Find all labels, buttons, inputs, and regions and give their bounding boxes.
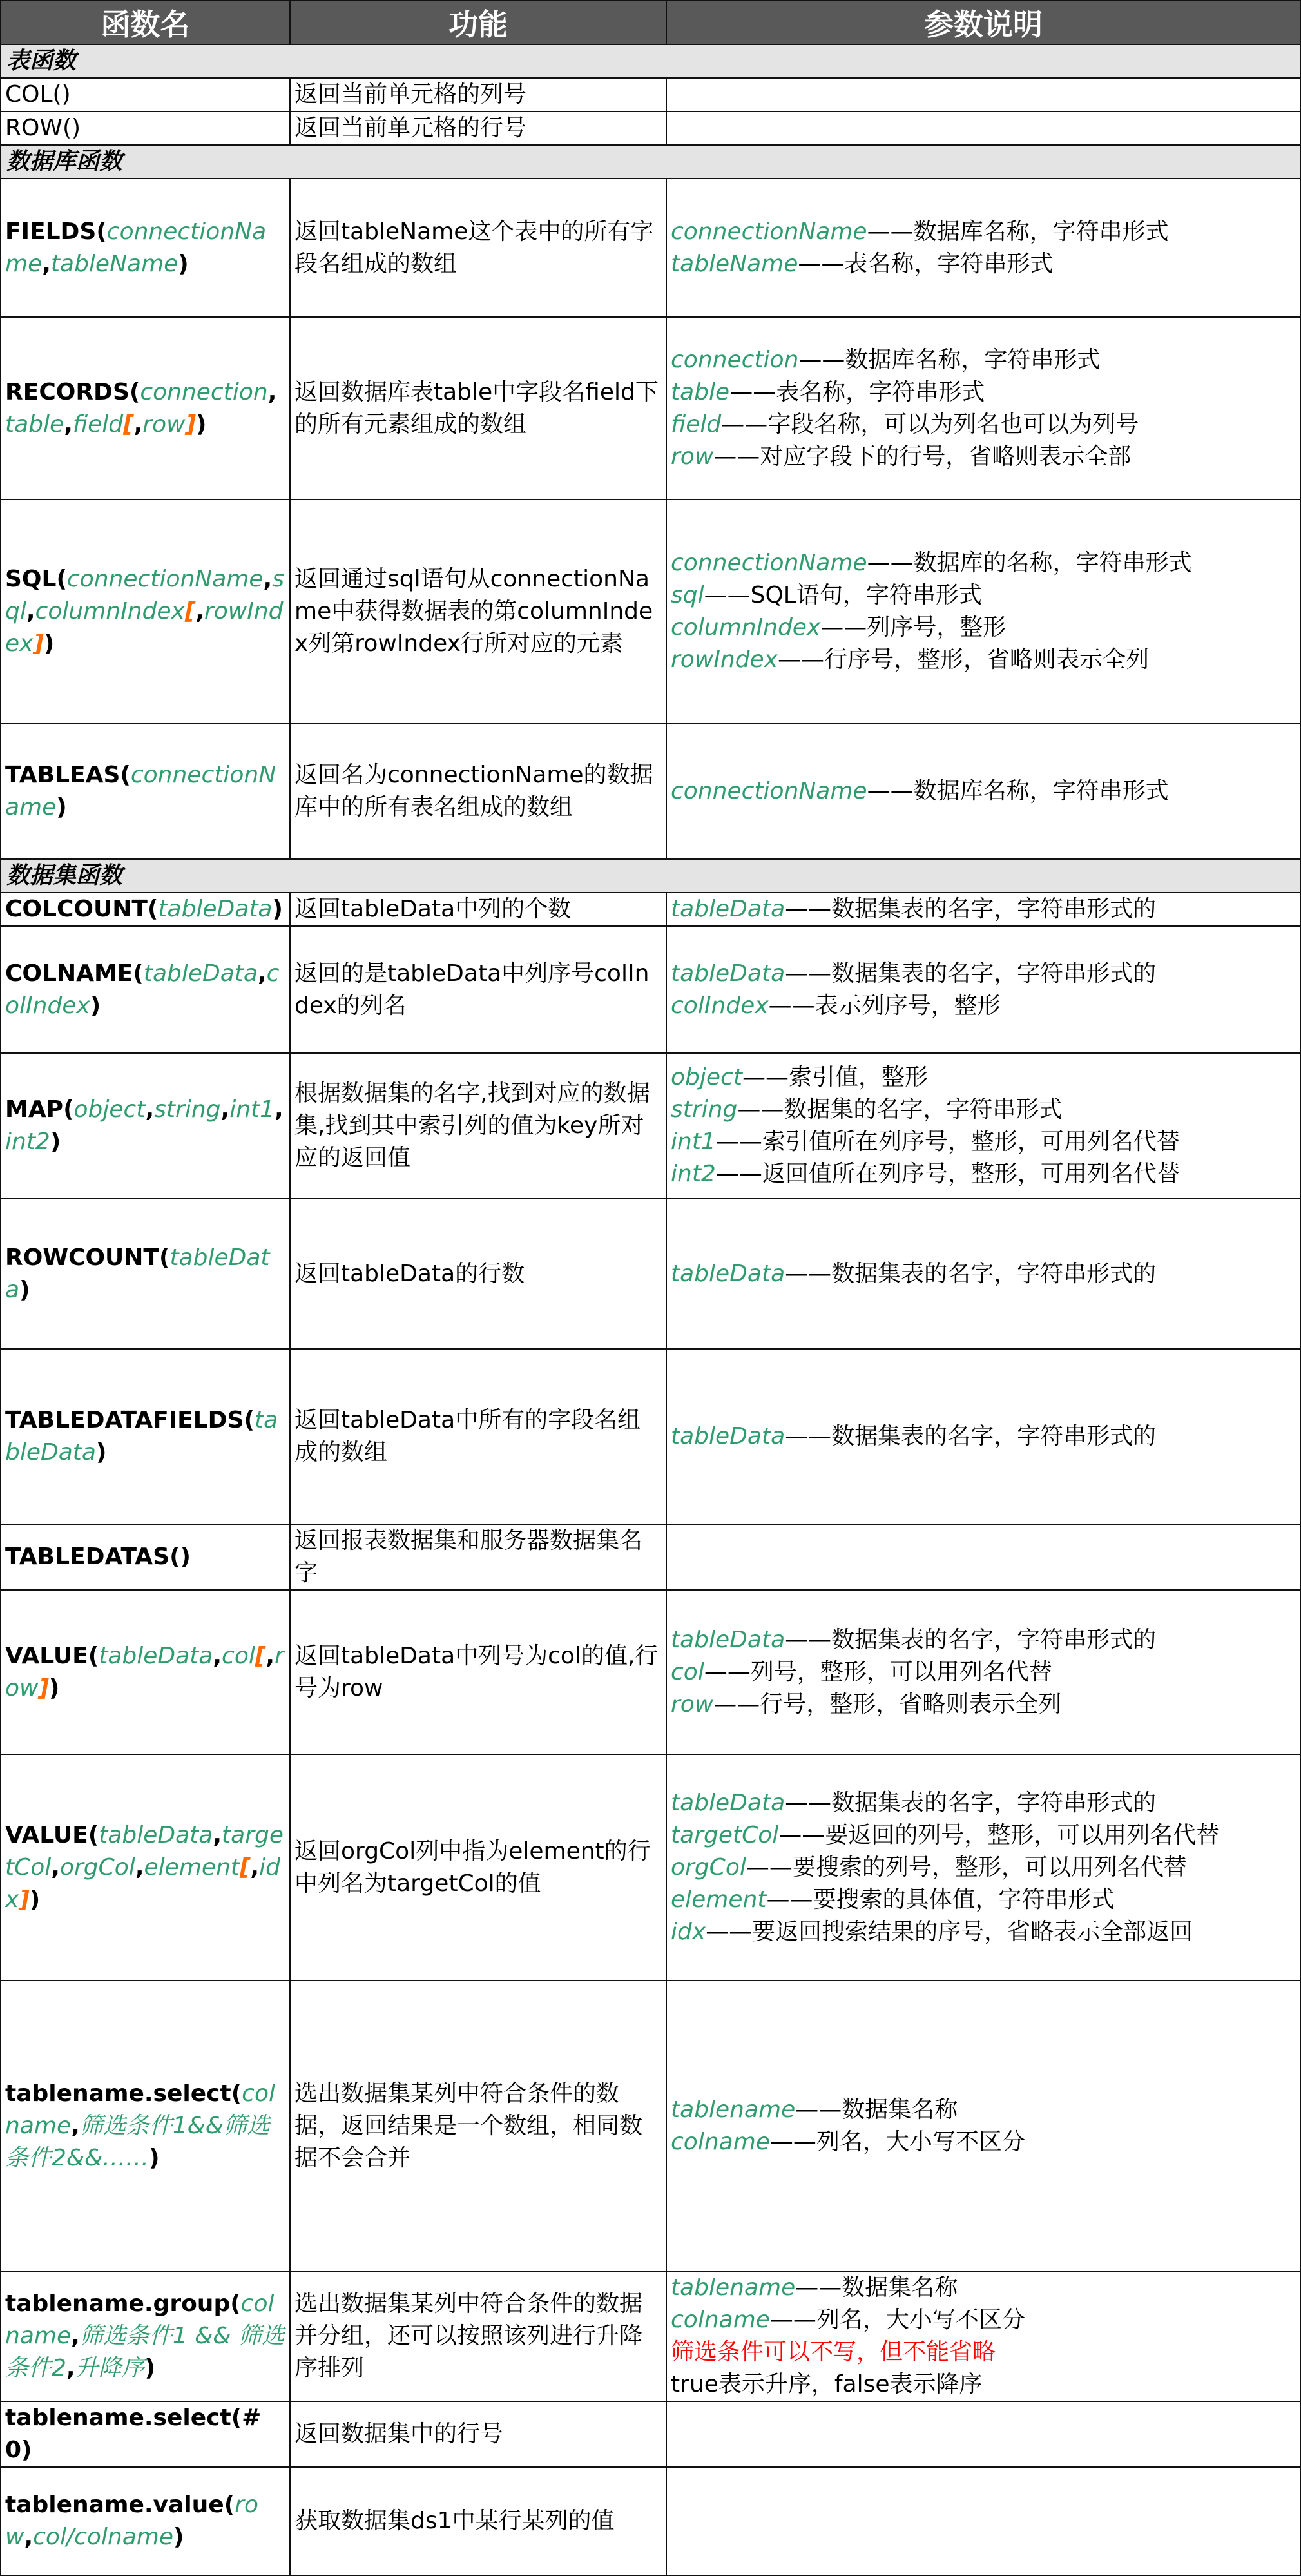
parameter-name: col (222, 1642, 255, 1669)
parameter-line (671, 376, 1296, 409)
function-description-cell: 返回orgCol列中指为element的行中列名为targetCol的值 (290, 1754, 666, 1980)
function-description-cell: 返回tableData中列的个数 (290, 893, 666, 926)
parameter-line (671, 1061, 1296, 1094)
parameter-notes-cell (666, 1590, 1300, 1754)
header-row (1, 1, 1300, 44)
parameter-description: ——数据集的名字，字符串形式 (737, 1096, 1063, 1123)
parameter-description: ——数据集表的名字，字符串形式的 (785, 1626, 1157, 1653)
function-name-text: , (71, 2323, 80, 2349)
parameter-notes-cell (666, 1349, 1300, 1524)
parameter-name: tablename (671, 2274, 796, 2301)
function-signature-cell (1, 724, 290, 859)
table-row (1, 1349, 1300, 1524)
function-signature-cell (1, 1349, 290, 1524)
parameter-line (671, 1158, 1296, 1190)
section-header-row (1, 145, 1300, 179)
section-header-row (1, 44, 1300, 78)
parameter-notes-cell (666, 1754, 1300, 1980)
function-signature-cell (1, 2401, 290, 2467)
parameter-name: tableData (671, 1626, 785, 1653)
function-name-text: COL() (5, 81, 71, 108)
parameter-description: ——索引值所在列序号，整形，可用列名代替 (715, 1128, 1180, 1155)
parameter-description: ——列名，大小写不区分 (769, 2128, 1025, 2155)
parameter-description: ——数据集名称 (795, 2096, 958, 2123)
parameter-description: ——对应字段下的行号，省略则表示全部 (713, 443, 1132, 470)
function-name-text: ) (149, 2144, 160, 2171)
function-name-text: TABLEAS( (5, 762, 131, 788)
function-name-text: COLNAME( (5, 960, 144, 987)
parameter-line (671, 644, 1296, 676)
table-row (1, 317, 1300, 499)
parameter-notes-cell (666, 2401, 1300, 2467)
table-row (1, 1053, 1300, 1199)
function-description-cell: 返回数据库表table中字段名field下的所有元素组成的数组 (290, 317, 666, 499)
parameter-name: int2 (5, 1128, 50, 1155)
parameter-name: row (5, 2492, 258, 2550)
function-signature-cell (1, 893, 290, 926)
function-description-cell: 返回当前单元格的行号 (290, 111, 666, 145)
parameter-notes-cell (666, 111, 1300, 145)
function-name-text: ) (29, 1886, 41, 1913)
parameter-description: ——数据集表的名字，字符串形式的 (785, 1423, 1157, 1449)
header-function-name: 函数名 (1, 1, 290, 44)
parameter-notes-cell (666, 78, 1300, 111)
function-name-text: RECORDS( (5, 378, 140, 405)
parameter-line (671, 775, 1296, 808)
parameter-name: connectionName (5, 762, 276, 820)
function-name-text: ) (173, 2524, 184, 2550)
function-signature-cell (1, 499, 290, 724)
parameter-description: ——要搜索的列号，整形，可以用列名代替 (746, 1854, 1187, 1881)
table-row (1, 78, 1300, 111)
table-row (1, 499, 1300, 724)
parameter-description: ——数据集表的名字，字符串形式的 (785, 960, 1157, 987)
parameter-line (671, 2094, 1296, 2126)
parameter-description: ——数据集名称 (795, 2274, 958, 2301)
table-row (1, 1980, 1300, 2271)
optional-bracket: [ (184, 598, 196, 625)
function-name-text: MAP( (5, 1096, 74, 1123)
function-name-text: , (66, 2355, 75, 2381)
parameter-name: table (5, 411, 64, 438)
parameter-name: orgCol (59, 1854, 135, 1881)
parameter-description: ——数据集表的名字，字符串形式的 (785, 1789, 1157, 1816)
function-description-cell: 获取数据集ds1中某行某列的值 (290, 2467, 666, 2575)
optional-bracket: [ (123, 411, 134, 438)
function-name-text: tablename.select(#0) (5, 2405, 262, 2463)
table-row (1, 1199, 1300, 1349)
parameter-line (671, 441, 1296, 473)
parameter-name: tableData (671, 896, 785, 922)
function-name-text: ROWCOUNT( (5, 1244, 170, 1271)
function-signature-cell (1, 2467, 290, 2575)
parameter-description: ——表示列序号，整形 (768, 992, 1001, 1019)
function-name-text: tablename.select( (5, 2080, 242, 2107)
parameter-notes-cell (666, 2467, 1300, 2575)
parameter-name: targetCol (5, 1821, 284, 1881)
parameter-description: ——行序号，整形，省略则表示全列 (778, 646, 1150, 673)
header-parameter-notes: 参数说明 (666, 1, 1300, 44)
parameter-line (671, 344, 1296, 376)
header-function-description: 功能 (290, 1, 666, 44)
parameter-name: columnIndex (671, 614, 821, 641)
parameter-name: tableData (671, 1260, 785, 1287)
function-name-text: , (51, 1854, 60, 1881)
optional-bracket: ] (38, 1674, 49, 1701)
parameter-name: element (671, 1886, 767, 1913)
parameter-notes-cell (666, 179, 1300, 317)
function-name-text: TABLEDATAS() (5, 1544, 191, 1570)
function-name-text: ) (272, 896, 283, 922)
parameter-name: sql (5, 566, 284, 625)
function-description-cell: 返回通过sql语句从connectionName中获得数据表的第columnIndex列第rowIndex行所对应的元素 (290, 499, 666, 724)
parameter-line (671, 1094, 1296, 1126)
parameter-description: ——数据库名称，字符串形式 (798, 346, 1101, 373)
parameter-name: colIndex (5, 960, 280, 1019)
parameter-name: rowIndex (671, 646, 778, 673)
parameter-name: tableData (671, 1423, 785, 1449)
function-name-text: , (26, 598, 35, 625)
function-name-text: ) (56, 794, 67, 820)
parameter-name: string (671, 1096, 738, 1123)
optional-bracket: [ (239, 1854, 251, 1881)
function-name-text: , (195, 598, 204, 625)
parameter-name: tableData (671, 960, 785, 987)
parameter-name: row (671, 443, 714, 470)
table-row (1, 1754, 1300, 1980)
parameter-name: tableData (5, 1244, 270, 1303)
parameter-name: rowIndex (5, 598, 284, 657)
function-name-text: ) (19, 1276, 30, 1303)
function-name-text: , (220, 1096, 230, 1123)
parameter-notes-cell (666, 317, 1300, 499)
parameter-name: tablename (671, 2096, 796, 2123)
parameter-description: ——要返回的列号，整形，可以用列名代替 (778, 1821, 1220, 1848)
function-name-text: , (133, 411, 143, 438)
parameter-name: targetCol (671, 1821, 779, 1848)
function-name-text: , (257, 960, 267, 987)
parameter-name: object (671, 1064, 742, 1090)
parameter-description: ——索引值，整形 (742, 1064, 928, 1090)
parameter-line (671, 1258, 1296, 1290)
parameter-description: 筛选条件可以不写，但不能省略 (671, 2339, 996, 2365)
parameter-description: ——要搜索的具体值，字符串形式 (766, 1886, 1115, 1913)
parameter-name: field (72, 411, 124, 438)
parameter-description: true表示升序，false表示降序 (671, 2371, 983, 2397)
function-name-text: tablename.value( (5, 2492, 235, 2518)
function-name-text: VALUE( (5, 1642, 99, 1669)
function-name-text: VALUE( (5, 1821, 99, 1848)
parameter-line (671, 990, 1296, 1022)
table-body (1, 44, 1300, 2575)
parameter-description: ——要返回搜索结果的序号，省略表示全部返回 (706, 1918, 1193, 1945)
parameter-line (671, 579, 1296, 612)
parameter-name: connectionName (5, 218, 267, 277)
parameter-line (671, 248, 1296, 280)
parameter-line (671, 1656, 1296, 1689)
table-row (1, 111, 1300, 145)
parameter-line (671, 2368, 1296, 2401)
function-description-cell: 返回tableData中列号为col的值,行号为row (290, 1590, 666, 1754)
function-signature-cell (1, 1524, 290, 1590)
parameter-line (671, 2304, 1296, 2336)
parameter-name: connectionName (671, 550, 867, 576)
parameter-notes-cell (666, 1053, 1300, 1199)
parameter-notes-cell (666, 499, 1300, 724)
optional-bracket: ] (19, 1886, 30, 1913)
function-name-text: , (250, 1854, 260, 1881)
function-signature-cell (1, 179, 290, 317)
parameter-line (671, 409, 1296, 441)
parameter-name: int1 (671, 1128, 716, 1155)
section-title: 表函数 (1, 44, 1300, 78)
function-signature-cell (1, 1199, 290, 1349)
table-row (1, 179, 1300, 317)
parameter-name: int1 (229, 1096, 275, 1123)
function-name-text: , (275, 1096, 284, 1123)
warning-note (671, 2336, 1296, 2368)
function-name-text: FIELDS( (5, 218, 107, 245)
function-name-text: ) (48, 1674, 60, 1701)
parameter-line (671, 1126, 1296, 1158)
function-signature-cell (1, 2271, 290, 2401)
parameter-name: row (5, 1642, 284, 1701)
function-name-text: COLCOUNT( (5, 896, 159, 922)
parameter-notes-cell (666, 724, 1300, 859)
parameter-name: tableData (671, 1789, 785, 1816)
parameter-name: colname (5, 2290, 275, 2349)
parameter-name: 筛选条件1 && 筛选条件2 (5, 2323, 285, 2381)
function-name-text: , (24, 2524, 34, 2550)
table-row (1, 1590, 1300, 1754)
parameter-name: element (144, 1854, 240, 1881)
function-description-cell: 返回报表数据集和服务器数据集名字 (290, 1524, 666, 1590)
parameter-notes-cell (666, 926, 1300, 1053)
table-row (1, 724, 1300, 859)
parameter-line (671, 2272, 1296, 2304)
function-signature-cell (1, 926, 290, 1053)
parameter-name: tableData (158, 896, 273, 922)
parameter-notes-cell (666, 2271, 1300, 2401)
function-name-text: ) (90, 992, 101, 1019)
parameter-name: columnIndex (35, 598, 185, 625)
function-description-cell: 返回的是tableData中列序号colIndex的列名 (290, 926, 666, 1053)
function-description-cell: 返回当前单元格的列号 (290, 78, 666, 111)
parameter-name: colname (5, 2080, 275, 2139)
function-name-text: ) (144, 2355, 156, 2381)
table-row (1, 926, 1300, 1053)
function-name-text: ) (196, 411, 207, 438)
function-signature-cell (1, 1980, 290, 2271)
optional-bracket: [ (255, 1642, 266, 1669)
parameter-name: colname (671, 2128, 770, 2155)
parameter-line (671, 1689, 1296, 1721)
parameter-notes-cell (666, 893, 1300, 926)
parameter-line (671, 1819, 1296, 1852)
table-row (1, 1524, 1300, 1590)
parameter-line (671, 216, 1296, 248)
parameter-name: idx (671, 1918, 706, 1945)
function-signature-cell (1, 1754, 290, 1980)
parameter-name: colname (671, 2307, 770, 2333)
parameter-description: ——列名，大小写不区分 (769, 2307, 1025, 2333)
parameter-description: ——列序号，整形 (820, 614, 1007, 641)
function-description-cell: 根据数据集的名字,找到对应的数据集,找到其中索引列的值为key所对应的返回值 (290, 1053, 666, 1199)
function-name-text: , (145, 1096, 155, 1123)
parameter-name: tableName (671, 250, 798, 277)
parameter-name: tableName (50, 250, 178, 277)
parameter-description: ——行号，整形，省略则表示全列 (713, 1690, 1062, 1718)
parameter-name: table (671, 378, 730, 405)
function-description-cell: 返回tableData中所有的字段名组成的数组 (290, 1349, 666, 1524)
parameter-name: row (142, 411, 186, 438)
function-name-text: , (263, 566, 273, 592)
function-name-text: ROW() (5, 115, 81, 141)
function-signature-cell (1, 111, 290, 145)
parameter-notes-cell (666, 1524, 1300, 1590)
parameter-line (671, 2126, 1296, 2158)
function-name-text: , (213, 1642, 222, 1669)
parameter-name: sql (671, 582, 704, 608)
parameter-name: connectionName (66, 566, 264, 592)
parameter-name: field (671, 411, 722, 438)
function-name-text: tablename.group( (5, 2290, 241, 2317)
parameter-name: row (671, 1690, 714, 1718)
optional-bracket: ] (185, 411, 197, 438)
parameter-name: object (73, 1096, 146, 1123)
parameter-line (671, 612, 1296, 644)
parameter-description: ——字段名称，可以为列名也可以为列号 (721, 411, 1139, 438)
section-title: 数据集函数 (1, 859, 1300, 893)
parameter-description: ——数据集表的名字，字符串形式的 (785, 896, 1157, 922)
function-description-cell: 选出数据集某列中符合条件的数据并分组，还可以按照该列进行升降序排列 (290, 2271, 666, 2401)
parameter-description: ——列号，整形，可以用列名代替 (704, 1658, 1052, 1685)
parameter-notes-cell (666, 1980, 1300, 2271)
function-name-text: , (213, 1821, 222, 1848)
parameter-name: connection (671, 346, 799, 373)
parameter-name: connectionName (671, 778, 867, 804)
function-name-text: ) (95, 1439, 107, 1466)
parameter-line (671, 547, 1296, 579)
parameter-name: int2 (671, 1161, 716, 1187)
parameter-name: col (671, 1658, 704, 1685)
parameter-name: connection (140, 378, 268, 405)
section-title: 数据库函数 (1, 145, 1300, 179)
function-name-text: ) (50, 1128, 61, 1155)
section-header-row (1, 859, 1300, 893)
parameter-line (671, 1624, 1296, 1656)
parameter-line (671, 893, 1296, 925)
function-signature-cell (1, 1590, 290, 1754)
parameter-line (671, 958, 1296, 990)
parameter-line (671, 1420, 1296, 1453)
table-row (1, 2271, 1300, 2401)
function-name-text: , (42, 250, 51, 277)
function-description-cell: 返回数据集中的行号 (290, 2401, 666, 2467)
function-name-text: TABLEDATAFIELDS( (5, 1407, 255, 1433)
parameter-line (671, 1787, 1296, 1819)
parameter-name: 筛选条件1&&筛选条件2&&…… (5, 2112, 270, 2171)
function-description-cell: 返回名为connectionName的数据库中的所有表名组成的数组 (290, 724, 666, 859)
parameter-name: col/colname (33, 2524, 174, 2550)
parameter-description: ——表名称，字符串形式 (729, 378, 985, 405)
parameter-description: ——返回值所在列序号，整形，可用列名代替 (715, 1161, 1180, 1187)
parameter-notes-cell (666, 1199, 1300, 1349)
function-signature-cell (1, 317, 290, 499)
parameter-name: tableData (143, 960, 258, 987)
parameter-description: ——数据库名称，字符串形式 (867, 218, 1169, 245)
parameter-line (671, 1884, 1296, 1916)
function-name-text: , (267, 378, 277, 405)
parameter-name: tableData (99, 1642, 213, 1669)
function-name-text: , (265, 1642, 275, 1669)
function-description-cell: 返回tableName这个表中的所有字段名组成的数组 (290, 179, 666, 317)
parameter-description: ——数据库名称，字符串形式 (867, 778, 1169, 804)
parameter-description: ——数据库的名称，字符串形式 (867, 550, 1192, 576)
parameter-line (671, 1852, 1296, 1884)
parameter-name: colIndex (671, 992, 769, 1019)
parameter-name: string (154, 1096, 221, 1123)
parameter-name: orgCol (671, 1854, 746, 1881)
parameter-description: ——数据集表的名字，字符串形式的 (785, 1260, 1157, 1287)
table-row (1, 893, 1300, 926)
parameter-description: ——表名称，字符串形式 (798, 250, 1054, 277)
parameter-name: connectionName (671, 218, 867, 245)
parameter-name: idx (5, 1854, 280, 1913)
table-row (1, 2467, 1300, 2575)
function-signature-cell (1, 1053, 290, 1199)
function-name-text: , (135, 1854, 144, 1881)
function-name-text: SQL( (5, 566, 67, 592)
parameter-name: 升降序 (75, 2355, 145, 2381)
parameter-name: tableData (5, 1407, 278, 1466)
function-description-cell: 选出数据集某列中符合条件的数据，返回结果是一个数组，相同数据不会合并 (290, 1980, 666, 2271)
function-name-text: ) (43, 630, 55, 657)
parameter-line (671, 1916, 1296, 1948)
parameter-name: tableData (99, 1821, 213, 1848)
function-name-text: , (64, 411, 73, 438)
function-name-text: , (71, 2112, 80, 2139)
table-row (1, 2401, 1300, 2467)
function-description-cell: 返回tableData的行数 (290, 1199, 666, 1349)
function-signature-cell (1, 78, 290, 111)
optional-bracket: ] (33, 630, 44, 657)
function-name-text: ) (178, 250, 189, 277)
parameter-description: ——SQL语句，字符串形式 (704, 582, 982, 608)
